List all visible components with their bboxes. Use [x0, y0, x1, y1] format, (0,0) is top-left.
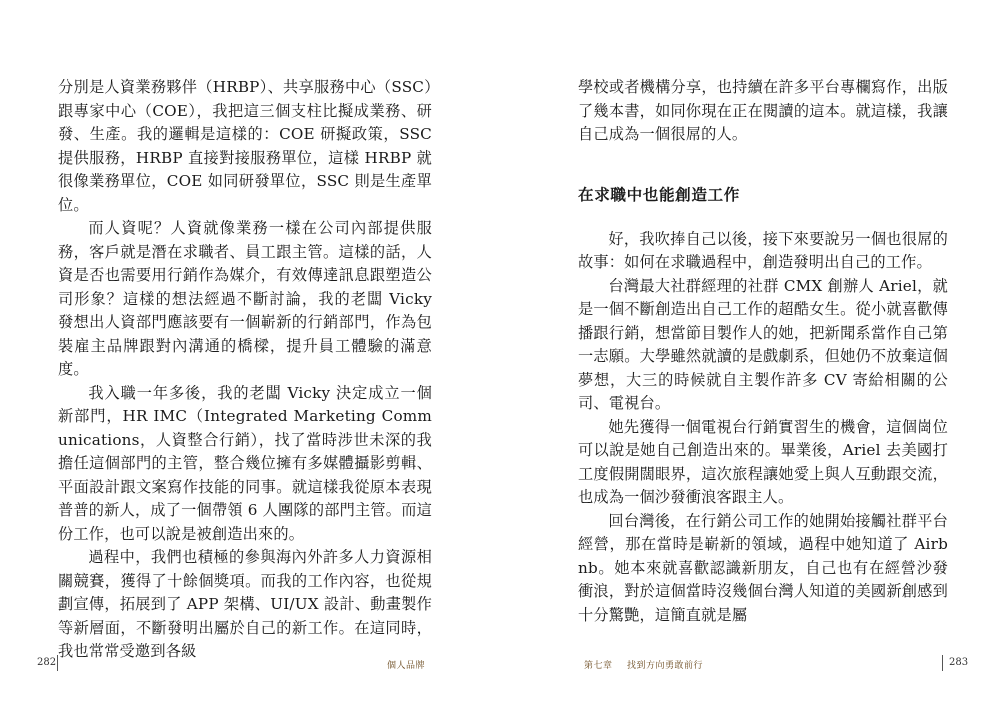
left-page-number: 282 [37, 657, 57, 668]
right-running-title: 找到方向勇敢前行 [627, 661, 704, 671]
right-page-number: 283 [949, 657, 969, 668]
section-heading: 在求職中也能創造工作 [578, 185, 740, 204]
left-page [58, 76, 432, 664]
right-paragraph-3: 她先獲得一個電視台行銷實習生的機會，這個崗位可以說是她自己創造出來的。畢業後，Ariel 去美國打工度假開闊眼界，這次旅程讓她愛上與人互動跟交流，也成為一個沙發衝浪客跟主人。 [578, 417, 948, 506]
right-footer-rule [942, 655, 943, 671]
right-running-chapter: 第七章 [584, 661, 613, 671]
left-paragraph-1: 分別是人資業務夥伴（HRBP）、共享服務中心（SSC）跟專家中心（COE），我把這三個支柱比擬成業務、研發、生產。我的邏輯是這樣的：COE 研擬政策，SSC 提供服務，HRBP 直接對接服務單位，這樣 HRBP 就很像業務單位，COE 如同研發單位，SSC 則是生產單位。 [58, 78, 432, 214]
left-paragraph-3: 我入職一年多後，我的老闆 Vicky 決定成立一個新部門，HR IMC（Integrated Marketing Communications，人資整合行銷），找了當時涉世未深的我擔任這個部門的主管，整合幾位擁有多媒體攝影剪輯、平面設計跟文案寫作技能的同事。就這樣我從原本表現普普的新人，成了一個帶領 6 人團隊的部門主管。而這份工作，也可以說是被創造出來的。 [58, 383, 432, 543]
left-paragraph-4: 過程中，我們也積極的參與海內外許多人力資源相關競賽，獲得了十餘個獎項。而我的工作內容，也從規劃宣傳，拓展到了 APP 架構、UI/UX 設計、動畫製作等新層面，不斷發明出屬於自己的新工作。在這同時，我也常常受邀到各級 [58, 548, 432, 660]
right-paragraph-1: 好，我吹捧自己以後，接下來要說另一個也很屌的故事：如何在求職過程中，創造發明出自己的工作。 [578, 229, 948, 271]
left-running-title: 個人品牌 [387, 661, 426, 671]
right-intro-paragraph: 學校或者機構分享，也持續在許多平台專欄寫作，出版了幾本書，如同你現在正在閱讀的這本。就這樣，我讓自己成為一個很屌的人。 [578, 78, 948, 143]
right-paragraph-2: 台灣最大社群經理的社群 CMX 創辦人 Ariel，就是一個不斷創造出自己工作的超酷女生。從小就喜歡傳播跟行銷，想當節目製作人的她，把新聞系當作自己第一志願。大學雖然就讀的是戲劇系，但她仍不放棄這個夢想，大三的時候就自主製作許多 CV 寄給相關的公司、電視台。 [578, 276, 948, 412]
left-paragraph-2: 而人資呢？人資就像業務一樣在公司內部提供服務，客戶就是潛在求職者、員工跟主管。這樣的話，人資是否也需要用行銷作為媒介，有效傳達訊息跟塑造公司形象？這樣的想法經過不斷討論，我的老闆 Vicky 發想出人資部門應該要有一個嶄新的行銷部門，作為包裝雇主品牌跟對內溝通的橋樑，提升員工體驗的滿意度。 [58, 219, 432, 378]
left-footer-rule [57, 655, 58, 671]
right-paragraph-4: 回台灣後，在行銷公司工作的她開始接觸社群平台經營，那在當時是嶄新的領域，過程中她知道了 Airbnb。她本來就喜歡認識新朋友，自己也有在經營沙發衝浪，對於這個當時沒幾個台灣人知道的美國新創感到十分驚艷，這簡直就是屬 [578, 511, 948, 624]
right-page [578, 76, 948, 627]
